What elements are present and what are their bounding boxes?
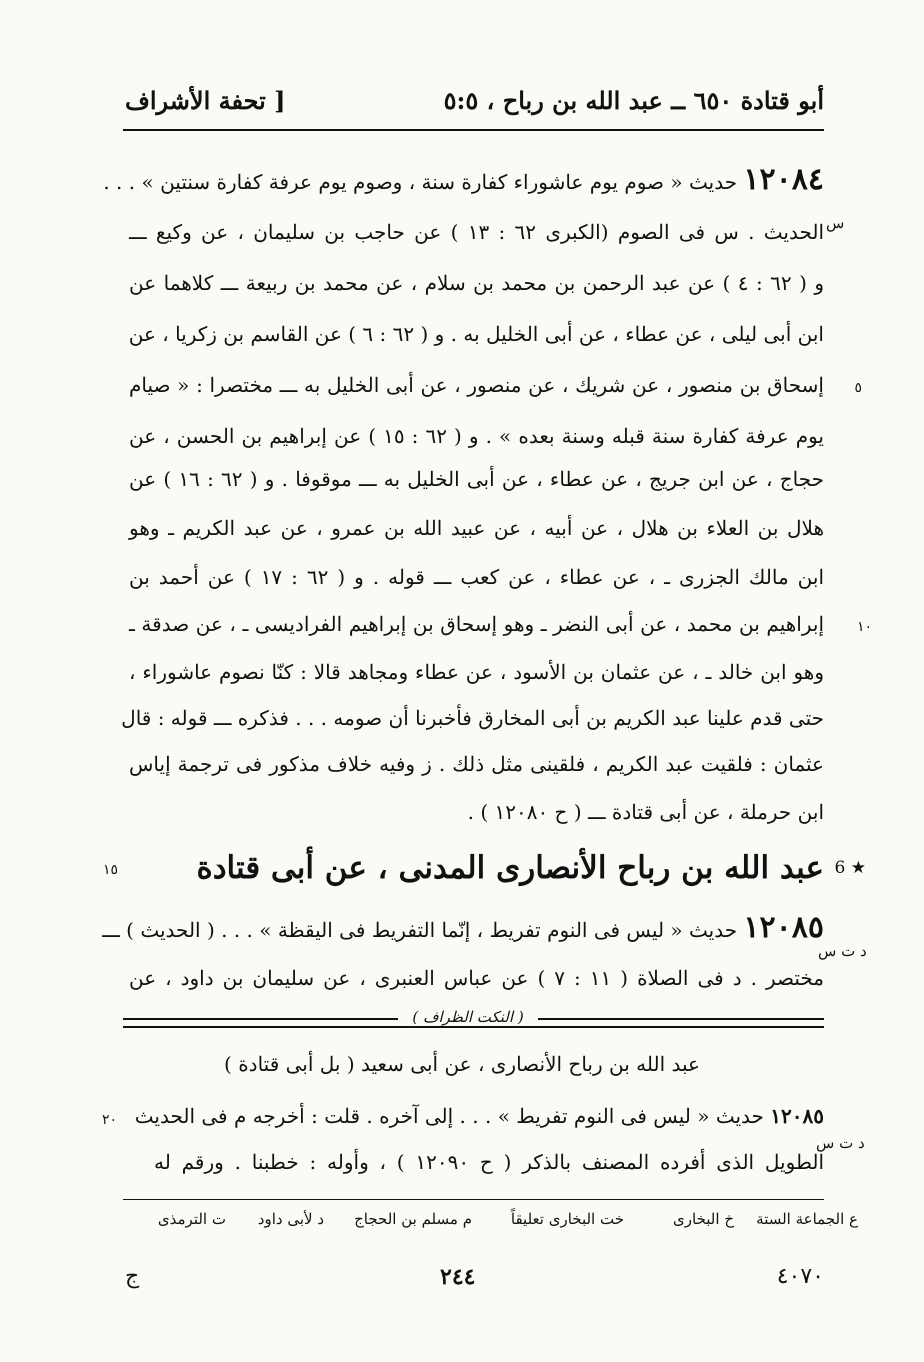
section-heading: عبد الله بن رباح الأنصارى المدنى ، عن أبى قتادة	[196, 850, 824, 886]
text-line: و ( ٦٢ : ٤ ) عن عبد الرحمن بن محمد بن سلام ، عن محمد بن ربيعة ـــ كلاهما عن	[129, 271, 825, 295]
siglum: س	[826, 214, 845, 232]
text-line: الطويل الذى أفرده المصنف بالذكر ( ح ١٢٠٩٠ ) ، وأوله : خطبنا . ورقم له	[154, 1150, 824, 1174]
text-line: ابن أبى ليلى ، عن عطاء ، عن أبى الخليل به . و ( ٦٢ : ٦ ) عن القاسم بن زكريا ، عن	[128, 322, 824, 346]
star-marker: 6 ★	[834, 858, 866, 878]
text-line: ١٢٠٨٥ حديث « ليس فى النوم تفريط » . . . إلى آخره . قلت : أخرجه م فى الحديث	[134, 1104, 824, 1128]
text-line: ابن مالك الجزرى ـ ، عن عطاء ، عن كعب ـــ قوله . و ( ٦٢ : ١٧ ) عن أحمد بن	[129, 565, 825, 589]
abbreviation-item: ت الترمذى	[157, 1210, 226, 1228]
margin-line-number: ٢٠	[102, 1112, 118, 1128]
text-line: يوم عرفة كفارة سنة قبله وسنة بعده » . و ( ٦٢ : ١٥ ) عن إبراهيم بن الحسن ، عن	[129, 424, 824, 448]
text-line: مختصر . د فى الصلاة ( ١١ : ٧ ) عن عباس العنبرى ، عن سليمان بن داود ، عن	[129, 966, 825, 990]
text-line: ١٢٠٨٤ حديث « صوم يوم عاشوراء كفارة سنة ، وصوم يوم عرفة كفارة سنتين » . . .	[103, 162, 824, 197]
text-line: عثمان : فلقيت عبد الكريم ، فلقينى مثل ذلك . ز وفيه خلاف مذكور فى ترجمة إياس	[129, 752, 824, 776]
hadith-number: ١٢٠٨٥	[743, 910, 824, 945]
nukat-heading: عبد الله بن رباح الأنصارى ، عن أبى سعيد ( بل أبى قتادة )	[224, 1052, 700, 1076]
text-line: وهو ابن خالد ـ ، عن عثمان بن الأسود ، عن عطاء ومجاهد قالا : كنّا نصوم عاشوراء ،	[129, 660, 824, 684]
text-line: الحديث . س فى الصوم (الكبرى ٦٢ : ١٣ ) عن حاجب بن سليمان ، عن وكيع ـــ	[129, 220, 824, 244]
running-header-chapter: أبو قتادة ٦٥٠ ــ عبد الله بن رباح ، ٥:٥	[443, 86, 824, 115]
volume-number: ٤٠٧٠	[776, 1264, 824, 1289]
text-line: حجاج ، عن ابن جريج ، عن عطاء ، عن أبى الخليل به ـــ موقوفا . و ( ٦٢ : ١٦ ) عن	[129, 467, 824, 491]
running-header-book-title: [ تحفة الأشراف	[125, 86, 286, 115]
abbreviation-item: ع الجماعة الستة	[756, 1210, 858, 1228]
footnote-rule	[123, 1199, 824, 1200]
page-number: ٢٤٤	[440, 1264, 476, 1290]
abbreviation-item: م مسلم بن الحجاج	[354, 1210, 472, 1228]
hadith-number: ١٢٠٨٥	[770, 1104, 824, 1128]
text-line: ١٢٠٨٥ حديث « ليس فى النوم تفريط ، إنّما التفريط فى اليقظة » . . . ( الحديث ) ـــ	[102, 910, 824, 945]
abbreviation-item: خ البخارى	[673, 1210, 734, 1228]
text-line: إسحاق بن منصور ، عن شريك ، عن منصور ، عن أبى الخليل به ـــ مختصرا : « صيام	[129, 373, 824, 397]
hadith-number: ١٢٠٨٤	[743, 162, 824, 197]
text-line: إبراهيم بن محمد ، عن أبى النضر ـ وهو إسحاق بن إبراهيم الفراديسى ـ ، عن صدقة ـ	[129, 612, 824, 636]
siglum: د ت س	[816, 1134, 865, 1152]
text-line: ابن حرملة ، عن أبى قتادة ـــ ( ح ١٢٠٨٠ ) .	[467, 800, 824, 824]
margin-line-number: ١٥	[103, 862, 119, 878]
text-line: حتى قدم علينا عبد الكريم بن أبى المخارق فأخبرنا أن صومه . . . فذكره ـــ قوله : قال	[121, 706, 824, 730]
abbreviation-item: خت البخارى تعليقاً	[510, 1210, 624, 1228]
signature-letter: ج	[125, 1264, 140, 1289]
header-rule	[123, 129, 824, 131]
abbreviation-item: د لأبى داود	[257, 1210, 324, 1228]
divider-label: ( النكت الظراف )	[398, 1008, 538, 1026]
margin-line-number: ١٠	[856, 619, 872, 635]
margin-line-number: ٥	[854, 380, 862, 396]
text-line: هلال بن العلاء بن هلال ، عن أبيه ، عن عبيد الله بن عمرو ، عن عبد الكريم ـ وهو	[129, 516, 824, 540]
siglum: د ت س	[818, 942, 867, 960]
